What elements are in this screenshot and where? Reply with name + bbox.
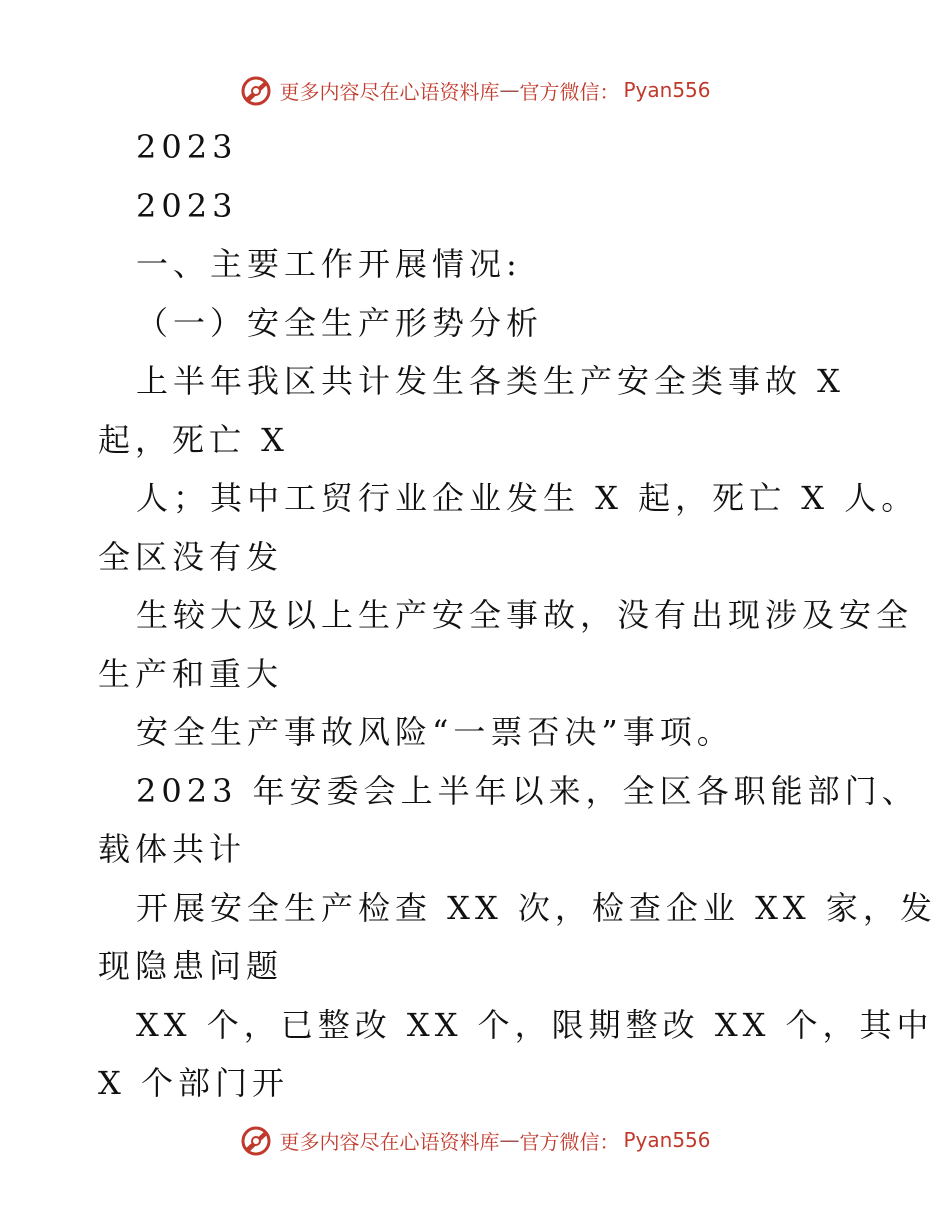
banner-wechat-id: Pyan556 <box>623 1128 711 1152</box>
text-line-11: 安全生产事故风险“一票否决”事项。 <box>136 713 734 751</box>
text-line-14: 开展安全生产检查 XX 次，检查企业 XX 家，发 <box>136 888 937 927</box>
text-line-7: 人；其中工贸行业企业发生 X 起，死亡 X 人。 <box>136 479 919 517</box>
banner-separator: — <box>499 78 520 102</box>
text-line-13: 载体共计 <box>98 830 247 868</box>
footer-watermark-banner <box>0 1120 950 1160</box>
text-line-17: X 个部门开 <box>98 1064 289 1102</box>
banner-wechat-label: 官方微信： <box>519 1129 620 1154</box>
text-line-6: 起，死亡 X <box>98 420 289 459</box>
section-heading: 一、主要工作开展情况: <box>136 245 522 283</box>
banner-site-name: 更多内容尽在心语资料库 <box>279 79 500 104</box>
pen-logo-icon <box>239 1123 273 1157</box>
banner-site-name: 更多内容尽在心语资料库 <box>279 1129 500 1154</box>
text-line-1: 2023 <box>136 128 238 166</box>
subsection-heading: （一）安全生产形势分析 <box>136 303 544 342</box>
text-line-9: 生较大及以上生产安全事故，没有出现涉及安全 <box>136 596 914 634</box>
header-watermark-banner <box>0 70 950 110</box>
text-line-5: 上半年我区共计发生各类生产安全类事故 X <box>136 362 845 400</box>
document-body <box>98 118 937 1113</box>
text-line-15: 现隐患问题 <box>98 947 284 985</box>
text-line-2: 2023 <box>136 186 238 225</box>
text-line-16: XX 个，已整改 XX 个，限期整改 XX 个，其中 <box>136 1005 934 1044</box>
banner-wechat-id: Pyan556 <box>623 78 711 102</box>
pen-logo-icon <box>239 73 273 107</box>
banner-separator: — <box>499 1128 520 1152</box>
banner-wechat-label: 官方微信： <box>519 79 620 104</box>
text-line-10: 生产和重大 <box>98 654 284 693</box>
text-line-12: 2023 年安委会上半年以来，全区各职能部门、 <box>136 771 919 810</box>
text-line-8: 全区没有发 <box>98 537 284 576</box>
